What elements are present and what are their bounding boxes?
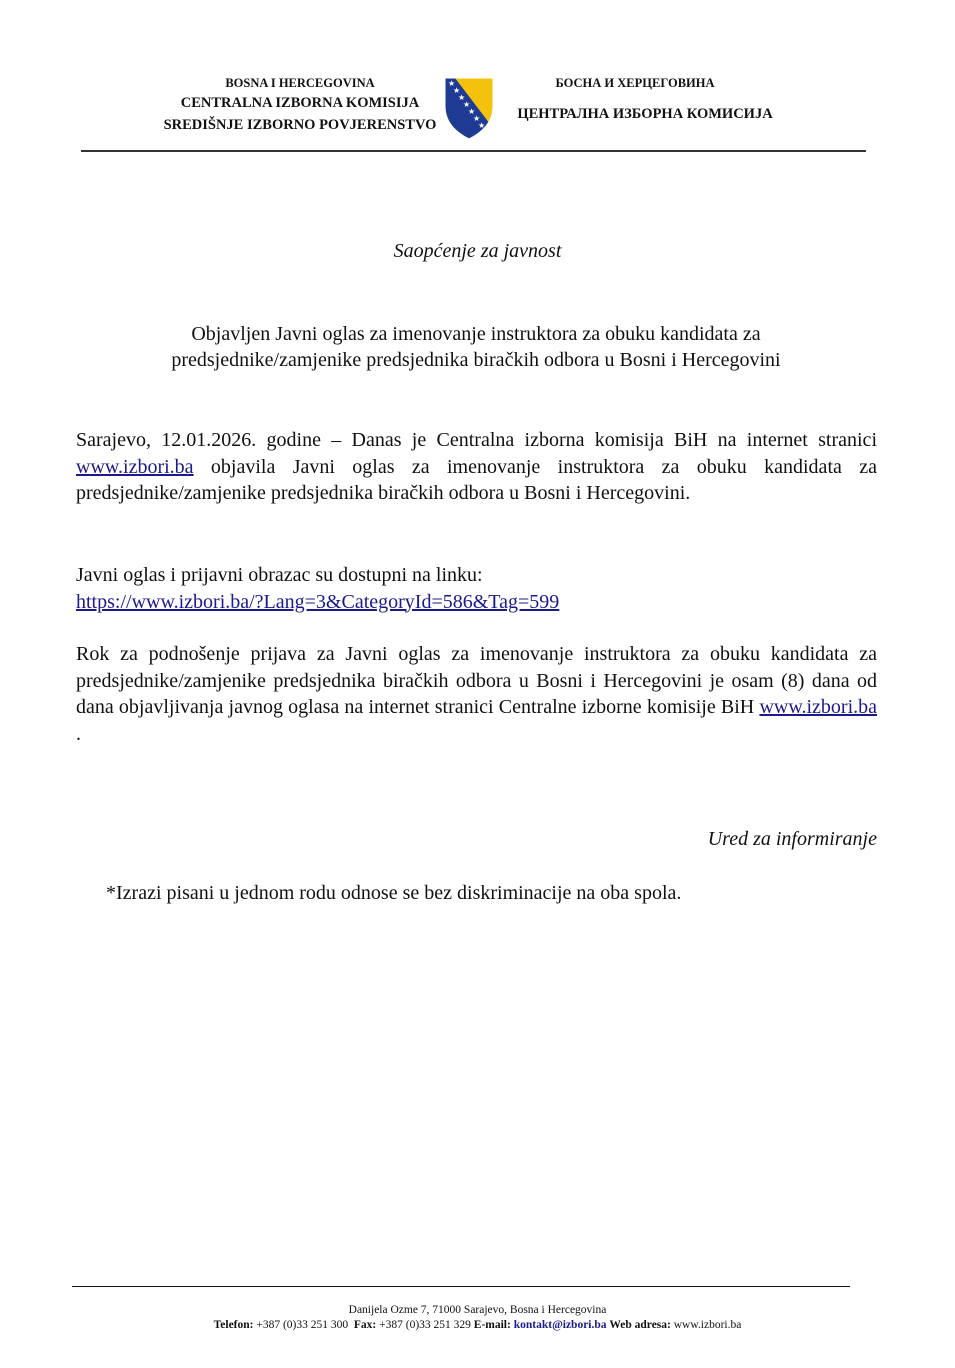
country-name-latin: BOSNA I HERCEGOVINA [225,76,375,90]
paragraph-text: Rok za podnošenje prijava za Javni oglas za imenovanje instruktora za obuku kandidata za predsjednike/zamjenike predsjednika biračkih odbora u Bosni i Hercegovini je osam (8) dana od dana objavljivanja javnog oglasa na internet stranici Centralne izborne komisije BiH [76,643,877,718]
email-label: E-mail: [473,1319,511,1331]
letterhead-latin [140,74,460,136]
fax-number: +387 (0)33 251 329 [379,1319,471,1331]
svg-text:★: ★ [468,107,476,116]
institution-name-croatian: SREDIŠNJE IZBORNO POVJERENSTVO [163,117,437,133]
country-name-cyrillic: БОСНА И ХЕРЦЕГОВИНА [555,76,715,90]
svg-text:★: ★ [458,93,466,102]
application-link[interactable]: https://www.izbori.ba/?Lang=3&CategoryId=586&Tag=599 [76,590,560,613]
paragraph-announcement [76,427,877,507]
paragraph-text: Sarajevo, 12.01.2026. godine – Danas je Centralna izborna komisija BiH na internet stranici [76,429,877,451]
gender-note: *Izrazi pisani u jednom rodu odnose se bez diskriminacije na oba spola. [106,882,682,904]
phone-label: Telefon: [213,1319,254,1331]
website-link[interactable]: www.izbori.ba [76,455,194,478]
svg-text:★: ★ [453,86,461,95]
institution-name-cyrillic: ЦЕНТРАЛНА ИЗБОРНА КОМИСИЈА [517,106,773,122]
web-address[interactable]: www.izbori.ba [673,1319,742,1331]
svg-text:★: ★ [463,100,471,109]
letterhead-cyrillic [500,74,790,125]
document-headline [100,321,852,373]
web-label: Web adresa: [609,1319,671,1331]
headline-line-2: predsjednike/zamjenike predsjednika biračkih odbora u Bosni i Hercegovini [171,349,781,371]
paragraph-deadline [76,641,877,747]
fax-label: Fax: [353,1319,377,1331]
website-link[interactable]: www.izbori.ba [759,696,877,718]
paragraph-text: Javni oglas i prijavni obrazac su dostupni na linku: [76,564,483,586]
institution-name-latin: CENTRALNA IZBORNA KOMISIJA [180,95,420,111]
svg-text:★: ★ [448,79,456,88]
footer-contacts [0,1318,955,1333]
headline-line-1: Objavljen Javni oglas za imenovanje instruktora za obuku kandidata za [191,323,761,345]
svg-text:★: ★ [478,121,486,130]
email-link[interactable]: kontakt@izbori.ba [513,1319,607,1331]
signature: Ured za informiranje [707,828,877,850]
header-divider [81,150,866,152]
paragraph-text: objavila Javni oglas za imenovanje instruktora za obuku kandidata za predsjednike/zamjenike predsjednika biračkih odbora u Bosni i Hercegovini. [76,455,877,504]
paragraph-text: . [76,722,81,745]
footer-divider [72,1286,850,1287]
footer-address: Danijela Ozme 7, 71000 Sarajevo, Bosna i Hercegovina [348,1304,607,1316]
svg-text:★: ★ [473,114,481,123]
phone-number: +387 (0)33 251 300 [256,1319,349,1331]
paragraph-link-info [76,562,877,615]
document-type: Saopćenje za javnost [393,240,562,262]
